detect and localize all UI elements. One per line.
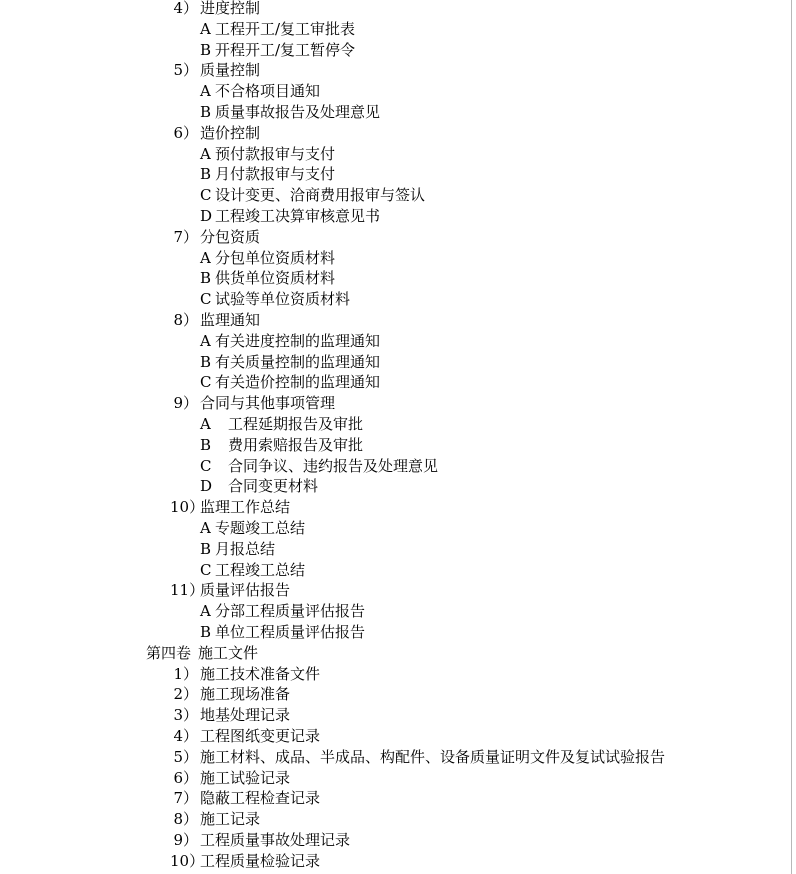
item-number: 4） (173, 727, 198, 745)
list-item (200, 622, 365, 642)
item-text: 地基处理记录 (200, 706, 291, 724)
list-item (200, 268, 335, 288)
item-number: 10） (170, 852, 205, 870)
item-text: 工程竣工决算审核意见书 (215, 207, 381, 225)
item-letter: C (200, 561, 212, 579)
list-item (200, 352, 380, 372)
list-item (200, 185, 425, 205)
item-text: 专题竣工总结 (215, 519, 306, 537)
list-item (200, 539, 275, 559)
item-text: 工程质量事故处理记录 (200, 831, 351, 849)
item-text: 设计变更、洽商费用报审与签认 (215, 186, 426, 204)
section-heading (170, 580, 290, 600)
item-number: 9） (173, 831, 198, 849)
item-letter: A (200, 519, 211, 537)
item-text: 分部工程质量评估报告 (215, 602, 366, 620)
section-title: 分包资质 (200, 228, 261, 246)
item-text: 隐蔽工程检查记录 (200, 789, 321, 807)
item-letter: B (200, 353, 212, 371)
item-letter: D (200, 477, 213, 495)
section-number: 9） (173, 394, 198, 412)
item-number: 2） (173, 685, 198, 703)
section-title: 合同与其他事项管理 (200, 394, 336, 412)
item-letter: A (200, 249, 211, 267)
item-letter: A (200, 332, 211, 350)
list-item (170, 726, 320, 746)
section-heading (170, 393, 335, 413)
list-item (200, 19, 355, 39)
item-text: 施工记录 (200, 810, 261, 828)
item-number: 1） (173, 665, 198, 683)
list-item (200, 164, 335, 184)
item-letter: C (200, 186, 212, 204)
item-letter: B (200, 269, 212, 287)
section-heading (170, 227, 260, 247)
list-item (200, 331, 380, 351)
item-letter: B (200, 103, 212, 121)
list-item (200, 435, 363, 455)
item-letter: A (200, 20, 211, 38)
item-text: 不合格项目通知 (215, 82, 321, 100)
item-letter: C (200, 457, 212, 475)
volume-title: 施工文件 (198, 644, 259, 662)
list-item (200, 40, 355, 60)
list-item (170, 664, 320, 684)
item-letter: A (200, 82, 211, 100)
item-text: 质量事故报告及处理意见 (215, 103, 381, 121)
item-text: 施工技术准备文件 (200, 665, 321, 683)
section-heading (170, 60, 260, 80)
item-letter: A (200, 602, 211, 620)
list-item (200, 414, 363, 434)
list-item (200, 372, 380, 392)
item-text: 施工现场准备 (200, 685, 291, 703)
section-number: 8） (173, 311, 198, 329)
volume-heading (146, 643, 258, 663)
item-text: 试验等单位资质材料 (215, 290, 351, 308)
item-text: 单位工程质量评估报告 (215, 623, 366, 641)
section-title: 监理通知 (200, 311, 261, 329)
list-item (200, 206, 380, 226)
item-text: 预付款报审与支付 (215, 145, 336, 163)
item-text: 费用索赔报告及审批 (228, 436, 364, 454)
item-letter: B (200, 623, 212, 641)
item-letter: C (200, 290, 212, 308)
list-item (200, 144, 335, 164)
item-text: 供货单位资质材料 (215, 269, 336, 287)
item-number: 8） (173, 810, 198, 828)
item-text: 工程质量检验记录 (200, 852, 321, 870)
item-text: 工程图纸变更记录 (200, 727, 321, 745)
page-border (791, 0, 792, 874)
item-text: 工程竣工总结 (215, 561, 306, 579)
item-letter: A (200, 415, 211, 433)
item-letter: D (200, 207, 213, 225)
section-number: 6） (173, 124, 198, 142)
item-number: 3） (173, 706, 198, 724)
section-heading (170, 0, 260, 18)
list-item (170, 809, 260, 829)
volume-number: 第四卷 (146, 644, 192, 662)
list-item (200, 248, 335, 268)
list-item (200, 102, 380, 122)
section-title: 监理工作总结 (200, 498, 291, 516)
item-text: 有关质量控制的监理通知 (215, 353, 381, 371)
item-text: 月报总结 (215, 540, 276, 558)
item-text: 有关进度控制的监理通知 (215, 332, 381, 350)
section-number: 11） (170, 581, 205, 599)
section-heading (170, 123, 260, 143)
item-letter: B (200, 41, 212, 59)
item-text: 有关造价控制的监理通知 (215, 373, 381, 391)
section-number: 10） (170, 498, 205, 516)
list-item (170, 684, 290, 704)
section-heading (170, 497, 290, 517)
item-number: 6） (173, 769, 198, 787)
item-letter: C (200, 373, 212, 391)
list-item (170, 747, 665, 767)
item-number: 5） (173, 748, 198, 766)
list-item (170, 705, 290, 725)
list-item (200, 476, 318, 496)
section-number: 5） (173, 61, 198, 79)
section-number: 4） (173, 0, 198, 17)
section-number: 7） (173, 228, 198, 246)
item-text: 施工材料、成品、半成品、构配件、设备质量证明文件及复试试验报告 (200, 748, 666, 766)
item-letter: A (200, 145, 211, 163)
item-letter: B (200, 165, 212, 183)
item-text: 月付款报审与支付 (215, 165, 336, 183)
item-text: 分包单位资质材料 (215, 249, 336, 267)
list-item (170, 851, 320, 871)
list-item (170, 830, 350, 850)
item-text: 合同变更材料 (228, 477, 319, 495)
list-item (200, 560, 305, 580)
item-letter: B (200, 436, 212, 454)
list-item (170, 788, 320, 808)
item-text: 合同争议、违约报告及处理意见 (228, 457, 439, 475)
list-item (200, 456, 438, 476)
item-text: 工程开工/复工审批表 (215, 20, 356, 38)
item-letter: B (200, 540, 212, 558)
list-item (200, 518, 305, 538)
section-heading (170, 310, 260, 330)
section-title: 造价控制 (200, 124, 261, 142)
section-title: 进度控制 (200, 0, 261, 17)
list-item (200, 601, 365, 621)
section-title: 质量控制 (200, 61, 261, 79)
list-item (200, 289, 350, 309)
list-item (170, 768, 290, 788)
item-text: 施工试验记录 (200, 769, 291, 787)
section-title: 质量评估报告 (200, 581, 291, 599)
list-item (200, 81, 320, 101)
item-number: 7） (173, 789, 198, 807)
item-text: 开程开工/复工暂停令 (215, 41, 356, 59)
item-text: 工程延期报告及审批 (228, 415, 364, 433)
